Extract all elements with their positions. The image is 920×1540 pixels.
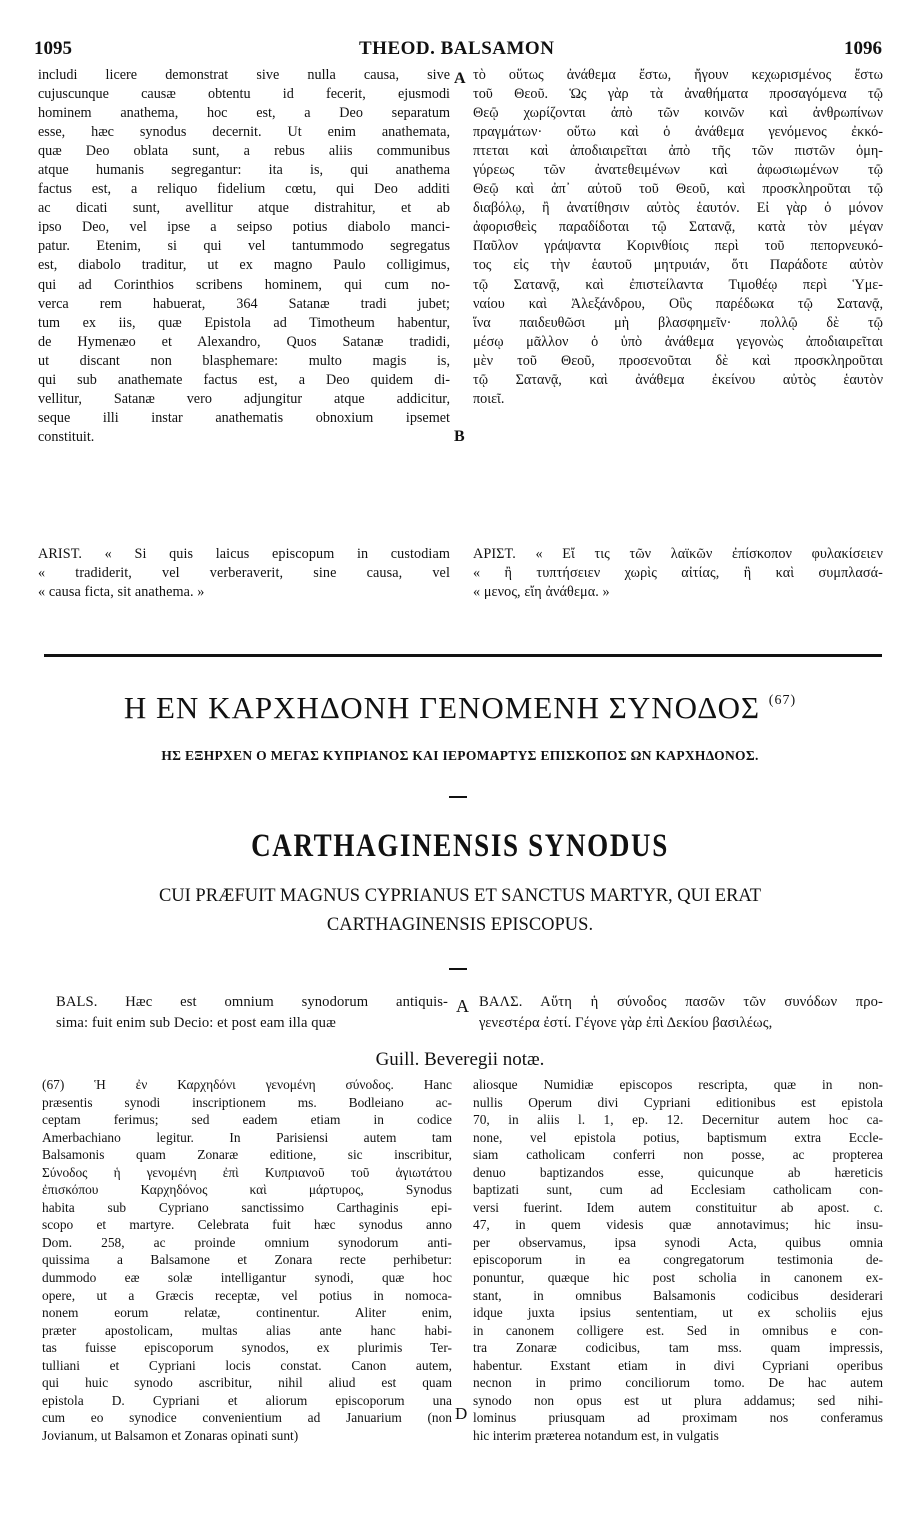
- notes-right-line: episcoporum in ea congregatorum testimonia de-: [473, 1252, 883, 1268]
- notes-left-line: (67) Ἡ ἐν Καρχηδόνι γενομένη σύνοδος. Hanc: [42, 1077, 452, 1092]
- running-head: [34, 38, 882, 64]
- bals-latin-line: BALS. Hæc est omnium synodorum antiquis-: [56, 994, 448, 1010]
- notes-left-line: nonem eorum relatæ, continentur. Aliter enim,: [42, 1305, 452, 1321]
- top-greek-lines-line: διαβόλῳ, ἢ ἀνατίθησιν αὐτὸς ἑαυτόν. Εἰ γὰρ ὁ μόνον: [473, 200, 883, 217]
- notes-left-line: Σύνοδος ἡ γενομένη ἐπὶ Κυπριανοῦ τοῦ ἁγιωτάτου: [42, 1164, 452, 1180]
- notes-right-line: aliosque Numidiæ episcopos rescripta, quæ in non-: [473, 1077, 883, 1092]
- section-rule: [44, 654, 882, 657]
- top-greek-lines-line: τὸ οὕτως ἀνάθεμα ἔστω, ἤγουν κεχωρισμένος ἔστω: [473, 67, 883, 83]
- greek-title: [0, 690, 920, 726]
- notes-left-line: præsentis synodi inscriptionem ms. Bodleiano ac-: [42, 1094, 452, 1110]
- notes-heading: Guill. Beveregii notæ.: [375, 1049, 545, 1070]
- arist-latin-line: « tradiderit, vel verberaverit, sine causa, vel: [38, 565, 450, 582]
- top-greek-lines-line: Θεῷ χωρίζονται ἀπὸ τῶν κοινῶν καὶ ἀνθρωπίνων: [473, 105, 883, 122]
- notes-left-line: habita sub Cypriano sanctissimo Carthaginis epi-: [42, 1199, 452, 1215]
- notes-right-line: ponuntur, quæque hic post scholia in canonem ex-: [473, 1270, 883, 1286]
- top-latin-lines-line: atque humanis segregantur: ita is, qui anathema: [38, 162, 450, 179]
- notes-left-line: ceptam ferimus; sed eadem etiam in codice: [42, 1112, 452, 1128]
- bals-latin: [56, 992, 448, 1034]
- page-number-right: 1096: [844, 38, 882, 59]
- top-latin-lines-line: est, diabolo traditur, ut ex magno Paulo colligimus,: [38, 257, 450, 274]
- top-latin-lines-line: ut discant non blasphemare: multo magis is,: [38, 352, 450, 369]
- top-latin-lines-line: ac dicati sunt, avellitur atque distrahitur, et ab: [38, 200, 450, 217]
- notes-right-line: stant, in omnibus Balsamonis codicibus desiderari: [473, 1287, 883, 1303]
- notes-left-line: tulliani et Cypriani locis constat. Canon autem,: [42, 1357, 452, 1373]
- margin-letter-a: A: [454, 70, 466, 87]
- greek-title-text: Η ΕΝ ΚΑΡΧΗΔΟΝΗ ΓΕΝΟΜΕΝΗ ΣΥΝΟΔΟΣ: [123, 690, 761, 725]
- notes-left-line: præter apostolicam, multas alias ante hanc habi-: [42, 1322, 452, 1338]
- notes-right-line: hic interim præterea notandum est, in vulgatis: [473, 1427, 719, 1443]
- notes-right-line: none, vel epistola potius, baptismum extra Eccle-: [473, 1129, 883, 1145]
- top-greek-lines-line: τος εἰς τὴν ἑαυτοῦ μητρυιάν, ὅτι Παράδοτε αὐτὸν: [473, 257, 883, 274]
- notes-right-line: 47, in quem videsis quæ annotavimus; hic insu-: [473, 1217, 883, 1233]
- bals-greek: [479, 992, 883, 1034]
- top-latin-lines-line: patur. Etenim, si qui vel tantummodo segregatus: [38, 238, 450, 255]
- top-latin-lines-line: quæ Deo oblata sunt, a rebus aliis communibus: [38, 143, 450, 160]
- top-latin-lines-line: de Hymenæo et Alexandro, Quos Satanæ tradidi,: [38, 333, 450, 350]
- top-greek-lines-line: τῷ Σατανᾷ, καὶ ἀνάθεμα ἐκείνου αὐτὸς ἑαυτὸν: [473, 371, 883, 388]
- top-latin-lines-line: qui ad Corinthios scribens hominem, qui cum no-: [38, 276, 450, 293]
- notes-right-line: lominus priusquam ad proximam nos conferamus: [473, 1410, 883, 1426]
- top-latin-lines-line: tum ex iis, quæ Epistola ad Timotheum habentur,: [38, 314, 450, 331]
- notes-left-line: Balsamonis quam Zonaræ editione, sic inscribitur,: [42, 1147, 452, 1163]
- arist-greek-line: « μενος, εἴη ἀνάθεμα. »: [473, 584, 610, 601]
- notes-right-line: baptizati sunt, cum ad Ecclesiam catholicam con-: [473, 1182, 883, 1198]
- latin-subtitle-1: CUI PRÆFUIT MAGNUS CYPRIANUS ET SANCTUS MARTYR, QUI ERAT: [158, 886, 762, 906]
- notes-left-line: quissima a Balsamone et Zonara recte perhibetur:: [42, 1252, 452, 1268]
- latin-column-top: [38, 66, 450, 447]
- arist-greek-line: « ἢ τυπτήσειεν χωρὶς αἰτίας, ἢ καὶ συμπλασά-: [473, 565, 883, 582]
- top-greek-lines-line: μὲν τοῦ Θεοῦ, προσενοῦται δὲ καὶ προσκληροῦται: [473, 352, 883, 369]
- notes-right-line: synodo non opus est ut plura addamus; sed nihi-: [473, 1392, 883, 1408]
- top-greek-lines-line: ποιεῖ.: [473, 390, 505, 407]
- bals-greek-line: γενεστέρα ἐστί. Γέγονε γὰρ ἐπὶ Δεκίου βασιλέως,: [479, 1015, 773, 1031]
- top-greek-lines-line: πραγμάτων· οὕτω καὶ ὁ ἀνάθεμα γενόμενος ἐκκό-: [473, 124, 883, 141]
- notes-left-line: tas fuisse episcoporum synodos, ex plurimis Ter-: [42, 1340, 452, 1356]
- running-title: THEOD. BALSAMON: [359, 38, 555, 59]
- notes-right-line: per observamus, ipsa synodi Acta, quibus omnia: [473, 1234, 883, 1250]
- top-greek-lines-line: μέσῳ μᾶλλον ὁ ὑπὸ ἀνάθεμα γεγονὼς ἀποδιαιρεῖται: [473, 333, 883, 350]
- margin-letter-b: B: [454, 428, 465, 445]
- top-greek-lines-line: τοῦ Θεοῦ. Ὡς γὰρ τὰ ἀναθήματα προσαγόμενα τῷ: [473, 86, 883, 103]
- notes-right-line: versi fuerint. Idem autem constituitur ab apost. c.: [473, 1199, 883, 1215]
- top-greek-lines-line: Θεῷ καὶ ἀπ᾿ αὐτοῦ τοῦ Θεοῦ, καὶ προσκληροῦται τῷ: [473, 181, 883, 198]
- margin-letter-a2: A: [456, 996, 469, 1016]
- notes-left-line: cum eo synodice convenientium ad Januarium (non: [42, 1410, 452, 1426]
- divider-short-2: [449, 968, 467, 970]
- greek-subtitle: ΗΣ ΕΞΗΡΧΕΝ Ο ΜΕΓΑΣ ΚΥΠΡΙΑΝΟΣ ΚΑΙ ΙΕΡΟΜΑΡΤΥΣ ΕΠΙΣΚΟΠΟΣ ΩΝ ΚΑΡΧΗΔΟΝΟΣ.: [161, 748, 759, 763]
- top-latin-lines-line: esse, hæc synodus decernit. Ut enim anathemata,: [38, 124, 450, 141]
- notes-left-line: Jovianum, ut Balsamon et Zonaras opinati sunt): [42, 1427, 299, 1443]
- top-greek-lines-line: τῷ Σατανᾷ, καὶ ἐπιστείλαντα Τιμοθέῳ περὶ Ὑμε-: [473, 276, 883, 293]
- arist-greek: [473, 545, 883, 602]
- notes-right-line: nullis Operum divi Cypriani editionibus est epistola: [473, 1094, 883, 1110]
- top-greek-lines-line: ἀφορισθεὶς παραδίδοται τῷ Σατανᾷ, κατὰ τὸν μέγαν: [473, 219, 883, 236]
- notes-right-line: habentur. Exstant etiam in divi Cypriani operibus: [473, 1357, 883, 1373]
- top-latin-lines-line: qui sub anathemate factus est, a Deo quidem di-: [38, 371, 450, 388]
- greek-title-note: (67): [768, 693, 797, 708]
- top-latin-lines-line: verca rem habuerat, 364 Satanæ tradi jubet;: [38, 295, 450, 312]
- notes-right-line: necnon in primo conciliorum tomo. De hac autem: [473, 1375, 883, 1391]
- notes-left-line: dummodo eæ solæ intelligantur synodi, quæ hoc: [42, 1270, 452, 1286]
- top-greek-lines-line: ἵνα παιδευθῶσι μὴ βλασφημεῖν· πολλῷ δὲ τῷ: [473, 314, 883, 331]
- notes-right-line: in canonem colligere est. Sed in omnibus e con-: [473, 1322, 883, 1338]
- notes-left-line: epistola D. Cypriani et aliorum episcoporum una: [42, 1392, 452, 1408]
- top-latin-lines-line: cujuscunque causæ obtentu id fecerit, ejusmodi: [38, 86, 450, 103]
- notes-right-line: idque juxta ipsius sententiam, ut ex scholiis ejus: [473, 1305, 883, 1321]
- arist-latin-line: ARIST. « Si quis laicus episcopum in custodiam: [38, 546, 450, 562]
- notes-right-line: denuo baptizandos esse, quicunque ab hæreticis: [473, 1164, 883, 1180]
- top-latin-lines-line: vellitur, Satanæ vero adjungitur atque addicitur,: [38, 390, 450, 407]
- greek-column-top: [473, 66, 883, 409]
- top-latin-lines-line: seque illi instar anathematis obnoxium ipsemet: [38, 409, 450, 426]
- top-latin-lines-line: factus est, a reliquo fidelium cœtu, qui Deo additi: [38, 181, 450, 198]
- latin-title: CARTHAGINENSIS SYNODUS: [251, 828, 669, 864]
- notes-left-line: Dom. 258, ac proinde omnium synodorum anti-: [42, 1234, 452, 1250]
- notes-right-line: siam catholicam conferri non posse, ac propterea: [473, 1147, 883, 1163]
- notes-left-line: scopo et martyre. Celebrata fuit hæc synodus anno: [42, 1217, 452, 1233]
- arist-latin-line: « causa ficta, sit anathema. »: [38, 584, 205, 601]
- top-latin-lines-line: constituit.: [38, 428, 95, 445]
- notes-right-column: [473, 1076, 883, 1444]
- notes-left-line: opere, ut a Græcis receptæ, vel potius in nomoca-: [42, 1287, 452, 1303]
- top-latin-lines-line: hominem anathema, hoc est, a Deo separatum: [38, 105, 450, 122]
- bals-latin-line: sima: fuit enim sub Decio: et post eam illa quæ: [56, 1015, 336, 1031]
- page-number-left: 1095: [34, 38, 72, 59]
- bals-greek-line: ΒΑΛΣ. Αὕτη ἡ σύνοδος πασῶν τῶν συνόδων προ-: [479, 994, 883, 1010]
- arist-greek-line: ΑΡΙΣΤ. « Εἴ τις τῶν λαϊκῶν ἐπίσκοπον φυλακίσειεν: [473, 546, 883, 562]
- notes-left-line: Amerbachiano legitur. In Parisiensi autem tam: [42, 1129, 452, 1145]
- top-greek-lines-line: Παῦλον γράψαντα Κορινθίοις περὶ τοῦ πεπορνευκό-: [473, 238, 883, 255]
- top-greek-lines-line: ναίου καὶ Ἀλεξάνδρου, Οὓς παρέδωκα τῷ Σατανᾷ,: [473, 295, 883, 312]
- notes-right-line: tra Zonaræ codicibus, tam mss. quam impressis,: [473, 1340, 883, 1356]
- top-greek-lines-line: πτεται καὶ ἀποδιαιρεῖται ἀπὸ τῆς τῶν πιστῶν ὁμη-: [473, 143, 883, 160]
- notes-right-line: 70, in aliis l. 1, ep. 12. Decernitur autem hoc ca-: [473, 1112, 883, 1128]
- latin-subtitle-2: CARTHAGINENSIS EPISCOPUS.: [326, 915, 594, 935]
- margin-letter-d: D: [455, 1404, 468, 1423]
- notes-left-column: [42, 1076, 452, 1444]
- divider-short-1: [449, 796, 467, 798]
- top-latin-lines-line: ipso Deo, vel ipse a seipso potius diabolo manci-: [38, 219, 450, 236]
- notes-left-line: ἐπισκόπου Καρχηδόνος καὶ μάρτυρος, Synodus: [42, 1182, 452, 1198]
- top-latin-lines-line: includi licere demonstrat sive nulla causa, sive: [38, 67, 450, 83]
- arist-latin: [38, 545, 450, 602]
- notes-left-line: qui huic synodo ascribitur, nihil aliud est quam: [42, 1375, 452, 1391]
- top-greek-lines-line: γύρεως τῶν ἀνατεθειμένων καὶ ἀφωσιωμένων τῷ: [473, 162, 883, 179]
